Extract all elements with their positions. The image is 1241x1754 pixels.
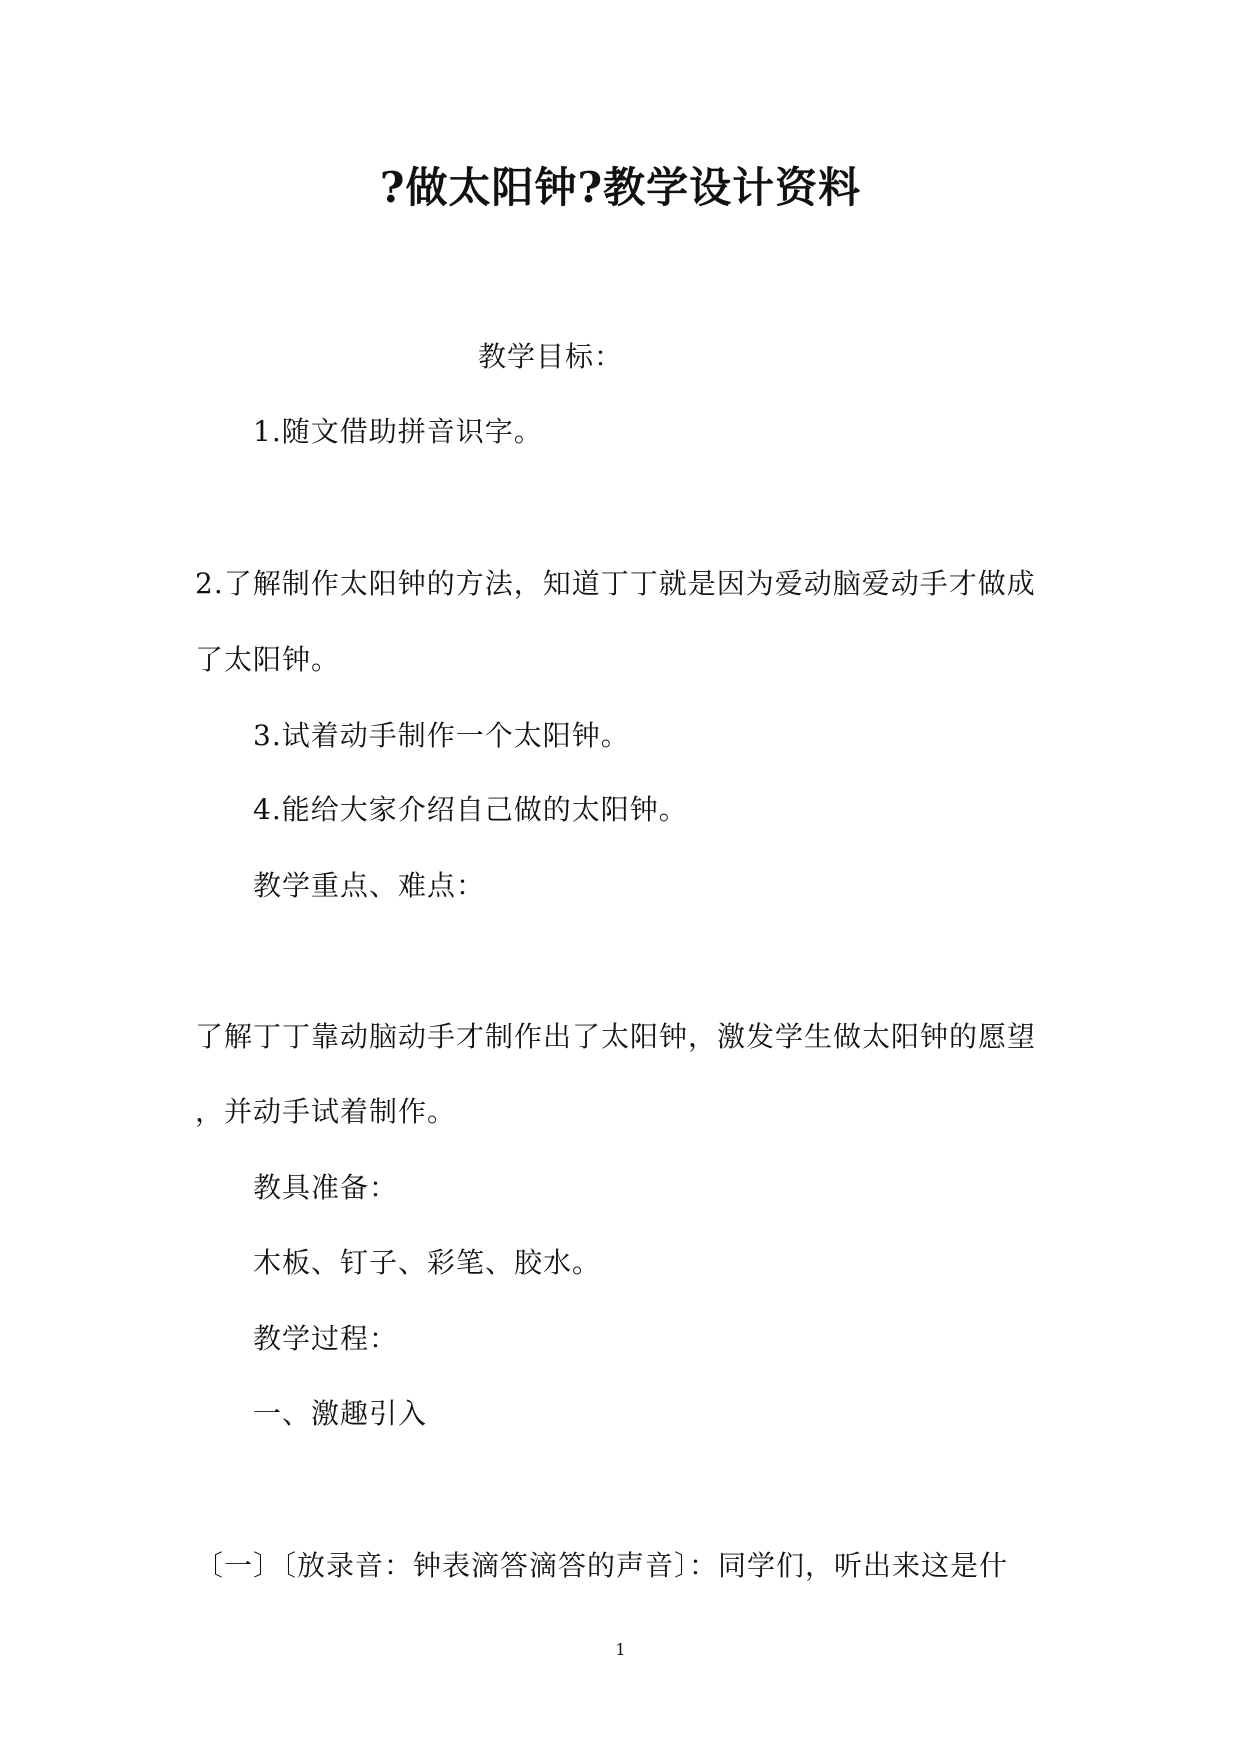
paragraph: 了解丁丁靠动脑动手才制作出了太阳钟，激发学生做太阳钟的愿望 <box>195 1020 1037 1053</box>
section-heading-materials: 教具准备： <box>253 1171 399 1204</box>
section-heading-key-points: 教学重点、难点： <box>253 869 486 902</box>
page-number: 1 <box>615 1640 626 1659</box>
paragraph: 〔一〕〔放录音：钟表滴答滴答的声音〕：同学们，听出来这是什 <box>195 1549 1009 1582</box>
paragraph: 1.随文借助拼音识字。 <box>253 415 543 448</box>
paragraph: 了太阳钟。 <box>195 643 341 676</box>
section-heading-intro: 一、激趣引入 <box>253 1397 428 1430</box>
section-heading-objectives: 教学目标： <box>478 340 624 373</box>
paragraph: 3.试着动手制作一个太阳钟。 <box>253 719 630 752</box>
paragraph: ，并动手试着制作。 <box>195 1095 457 1128</box>
document-title: ?做太阳钟?教学设计资料 <box>379 163 862 212</box>
section-heading-process: 教学过程： <box>253 1322 399 1355</box>
paragraph: 2.了解制作太阳钟的方法，知道丁丁就是因为爱动脑爱动手才做成 <box>195 567 1036 600</box>
paragraph: 4.能给大家介绍自己做的太阳钟。 <box>253 793 688 826</box>
paragraph: 木板、钉子、彩笔、胶水。 <box>253 1246 602 1279</box>
